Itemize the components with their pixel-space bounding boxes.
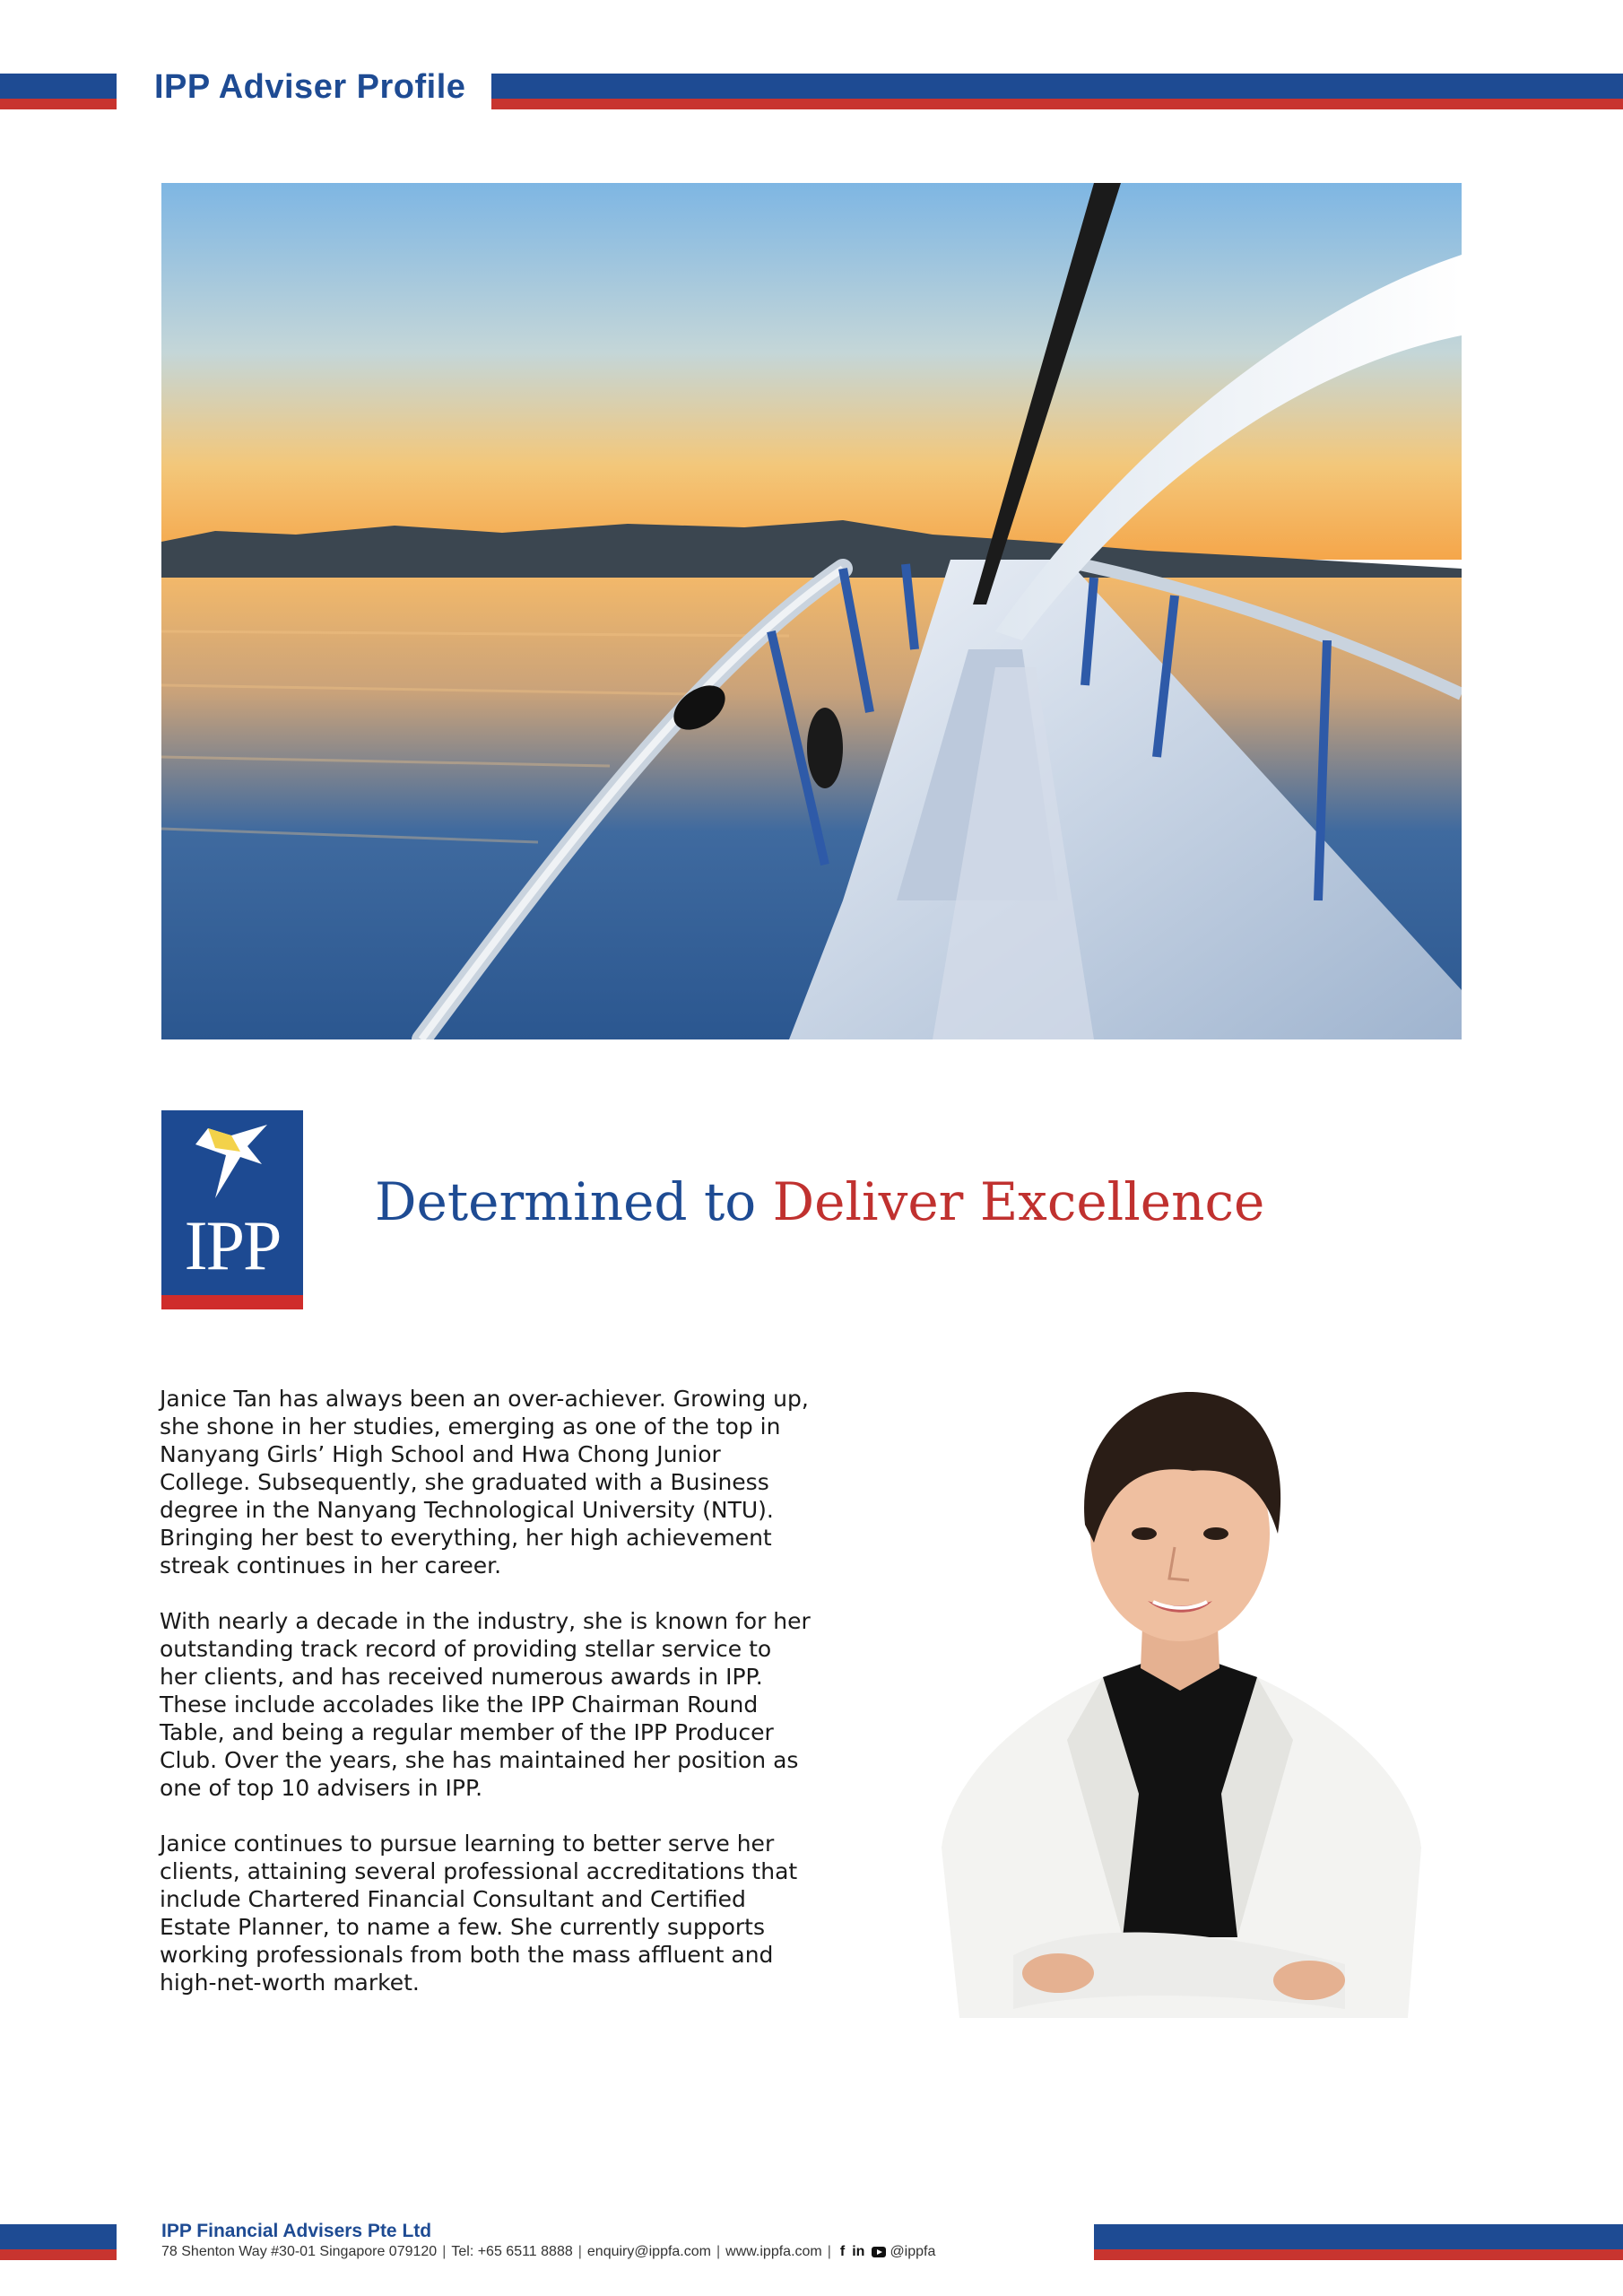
footer-stripe-right bbox=[1094, 2224, 1623, 2260]
footer-stripe-left bbox=[0, 2224, 117, 2260]
adviser-portrait bbox=[924, 1381, 1436, 2018]
header-stripe-left bbox=[0, 74, 117, 109]
profile-body bbox=[160, 1385, 814, 2024]
logo-text: IPP bbox=[184, 1206, 281, 1284]
headline-part-red: Deliver Excellence bbox=[772, 1171, 1265, 1232]
headline bbox=[375, 1171, 1264, 1232]
footer-company-name: IPP Financial Advisers Pte Ltd bbox=[161, 2221, 432, 2241]
footer-email-link[interactable]: enquiry@ippfa.com bbox=[586, 2244, 711, 2259]
ipp-logo bbox=[161, 1110, 303, 1309]
linkedin-icon[interactable]: in bbox=[852, 2244, 865, 2259]
hero-sailboat-image bbox=[161, 183, 1462, 1039]
headline-part-blue: Determined to bbox=[375, 1171, 773, 1232]
header-stripe-right bbox=[491, 74, 1623, 109]
footer-contact-line: 78 Shenton Way #30-01 Singapore 079120 | Tel: +65 6511 8888 | enquiry@ippfa.com | www.ippfa.com | f in @ippfa bbox=[161, 2244, 936, 2259]
social-handle[interactable]: @ippfa bbox=[890, 2244, 936, 2259]
logo-red-bar bbox=[161, 1295, 303, 1309]
youtube-icon[interactable] bbox=[872, 2247, 886, 2257]
page-title: IPP Adviser Profile bbox=[154, 68, 466, 106]
profile-paragraph: With nearly a decade in the industry, she is known for her outstanding track record of providing stellar service to her clients, and has received numerous awards in IPP. These include accolades like the IPP Chairman Round Table, and being a regular member of the IPP Producer Club. Over the years, she has maintained her position as one of top 10 advisers in IPP. bbox=[160, 1608, 811, 1801]
footer-website-link[interactable]: www.ippfa.com bbox=[725, 2244, 822, 2259]
profile-paragraph: Janice continues to pursue learning to better serve her clients, attaining several professional accreditations that include Chartered Financial Consultant and Certified Estate Planner, to name a few. She currently supports working professionals from both the mass affluent and high-net-worth market. bbox=[160, 1831, 798, 1996]
footer-address: 78 Shenton Way #30-01 Singapore 079120 bbox=[161, 2244, 438, 2259]
swallow-star-icon bbox=[161, 1110, 303, 1209]
facebook-icon[interactable]: f bbox=[839, 2244, 846, 2259]
footer-tel: Tel: +65 6511 8888 bbox=[451, 2244, 573, 2259]
profile-paragraph: Janice Tan has always been an over-achiever. Growing up, she shone in her studies, emerging as one of the top in Nanyang Girls’ High School and Hwa Chong Junior College. Subsequently, she graduated with a Business degree in the Nanyang Technological University (NTU). Bringing her best to everything, her high achievement streak continues in her career. bbox=[160, 1386, 809, 1578]
